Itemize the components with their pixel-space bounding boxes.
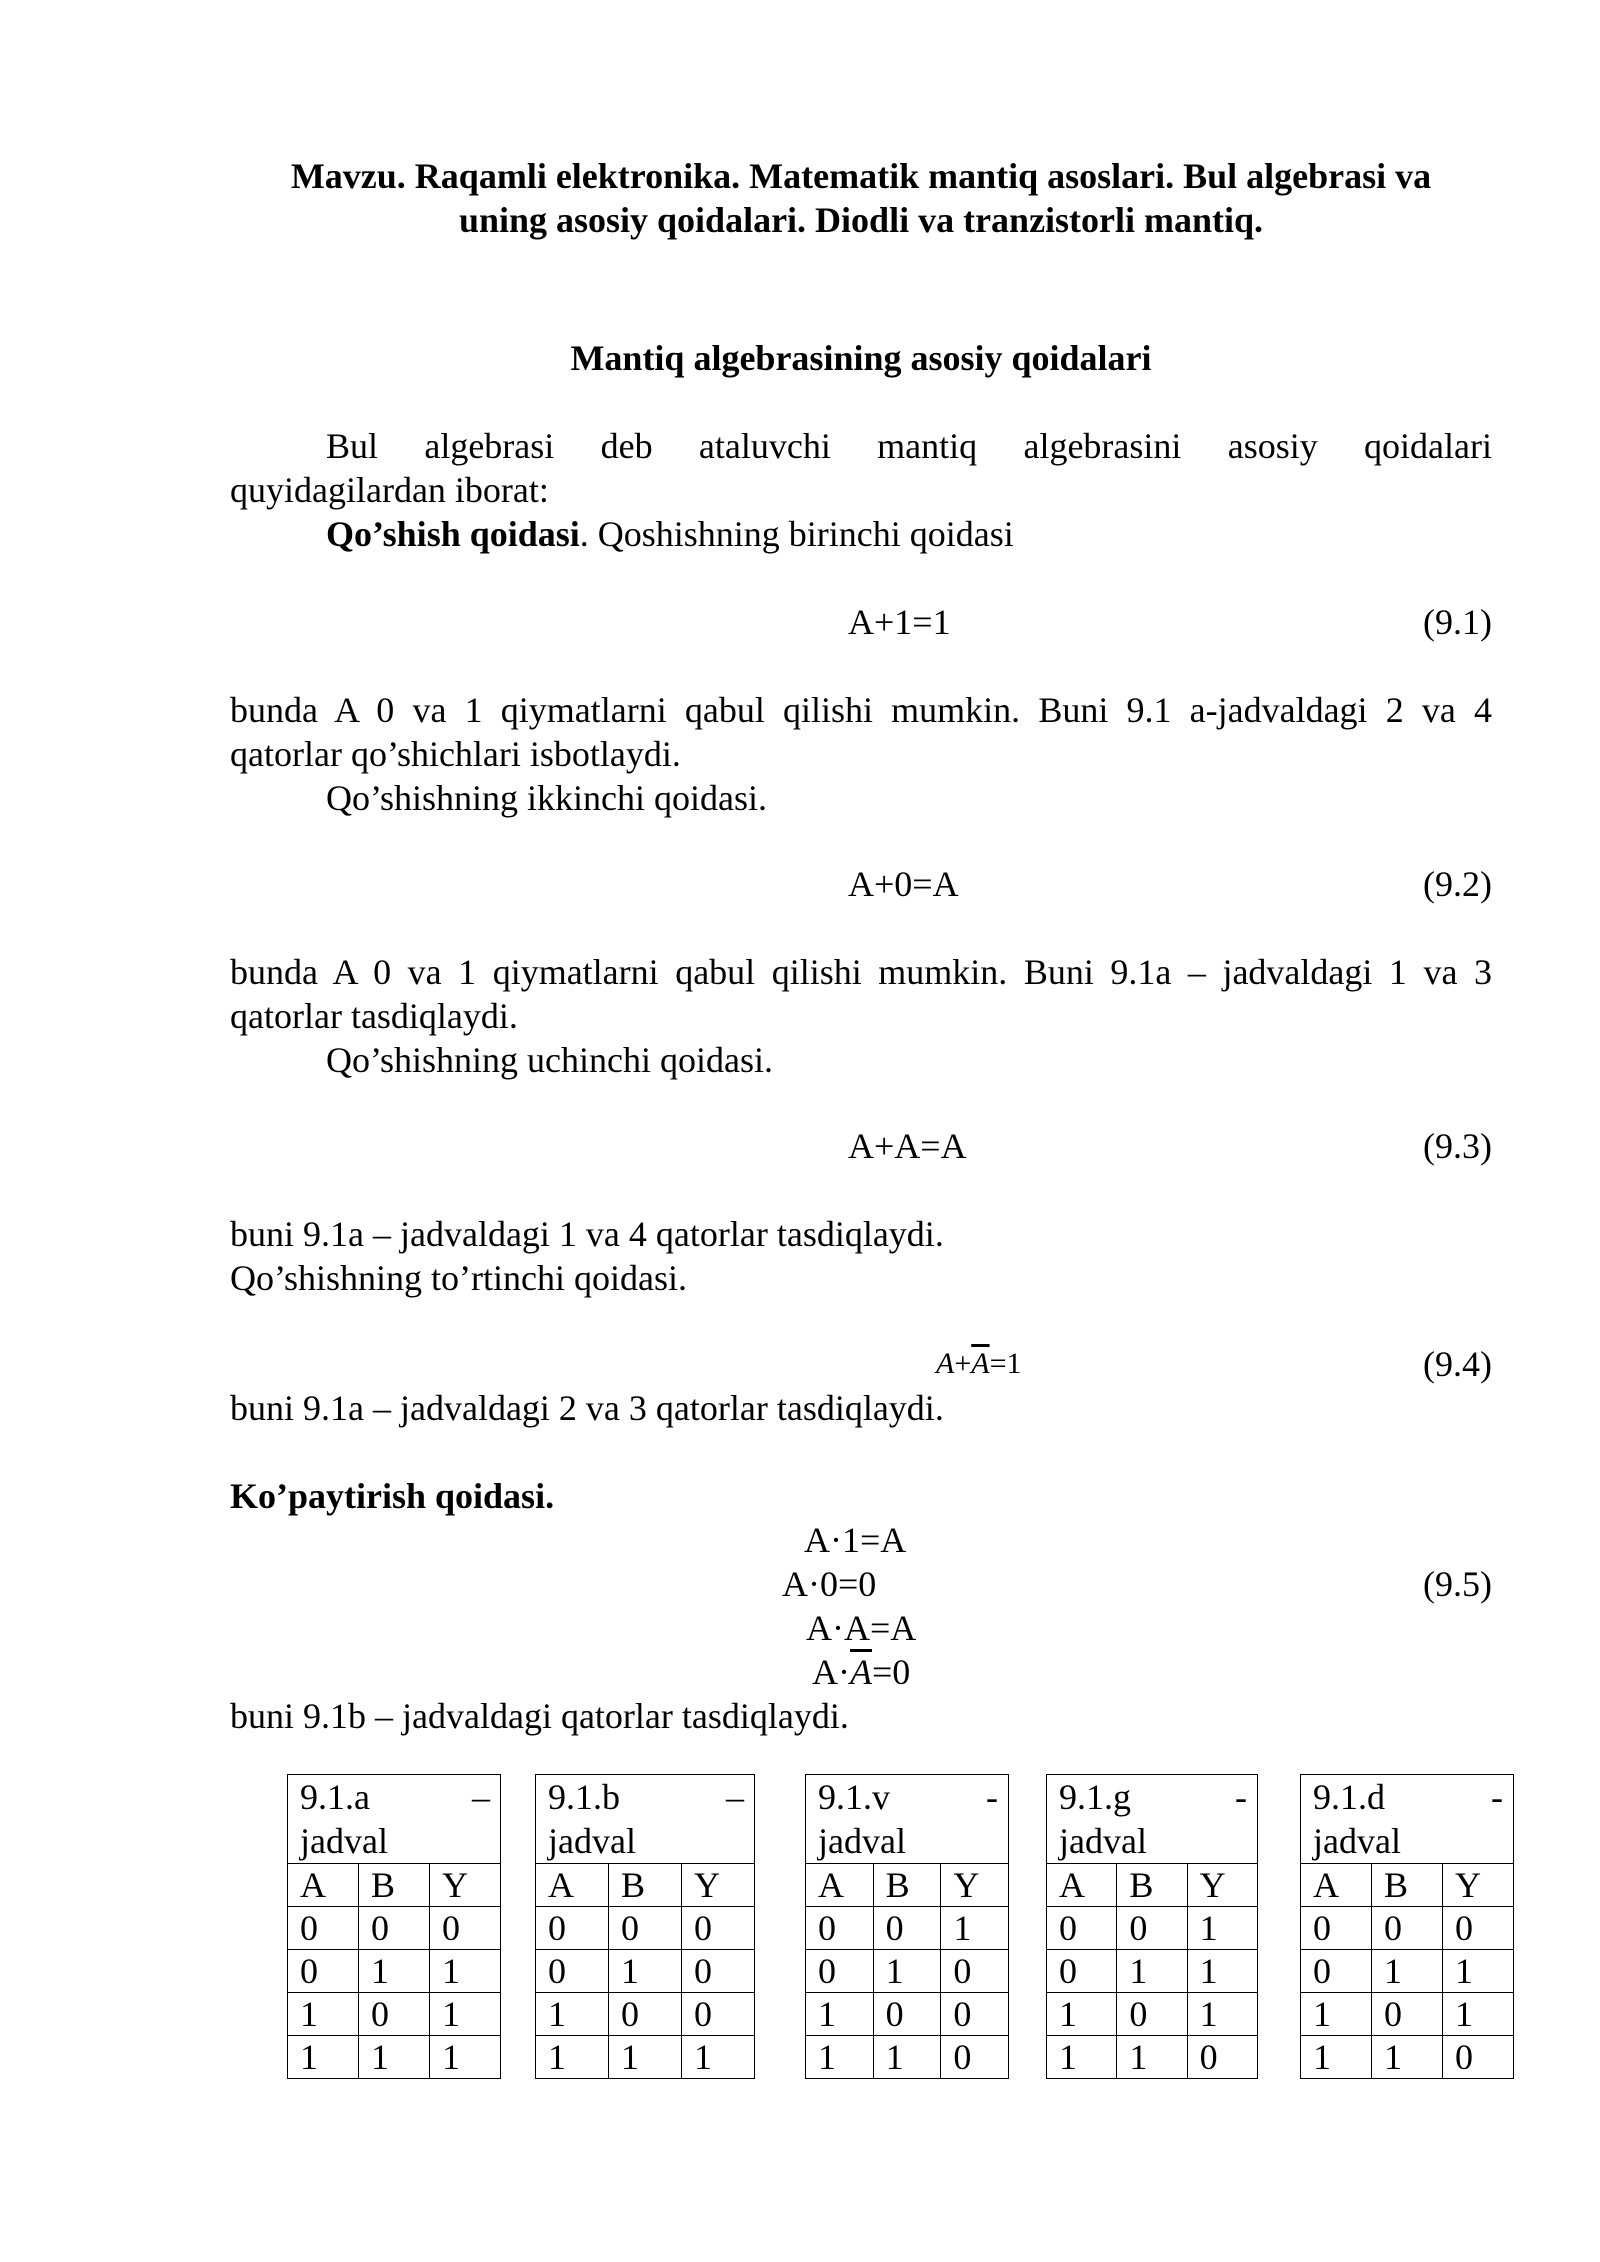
equation-number-9-5: (9.5) <box>1423 1564 1492 1604</box>
table-caption <box>1301 1775 1514 1864</box>
table-cell: 0 <box>430 1907 501 1950</box>
addition-text-2-line-2: qatorlar tasdiqlaydi. <box>230 996 518 1036</box>
table-caption <box>806 1775 1009 1864</box>
intro-line-1: Bul algebrasi deb ataluvchi mantiq algebrasini asosiy qoidalari <box>326 426 1492 466</box>
table-cell: 0 <box>288 1907 359 1950</box>
table-cell: 1 <box>1117 2036 1187 2079</box>
table-header-b: B <box>1117 1864 1187 1907</box>
table-caption-dash: – <box>726 1777 744 1817</box>
multiplication-eq-3: A·A=A <box>806 1608 917 1648</box>
table-header-a: A <box>1047 1864 1117 1907</box>
table-cell: 1 <box>682 2036 755 2079</box>
table-row <box>1301 1993 1514 2036</box>
table-cell: 1 <box>609 2036 682 2079</box>
table-caption <box>536 1775 755 1864</box>
table-cell: 0 <box>941 1993 1009 2036</box>
table-row <box>536 2036 755 2079</box>
table-cell: 0 <box>682 1907 755 1950</box>
table-cell: 1 <box>1443 1993 1514 2036</box>
equation-9-3: A+A=A <box>848 1126 967 1166</box>
truth-table-9-1-v <box>805 1774 1009 2079</box>
table-header-a: A <box>536 1864 609 1907</box>
table-cell: 1 <box>806 2036 874 2079</box>
document-title-line-2: uning asosiy qoidalari. Diodli va tranzistorli mantiq. <box>458 200 1264 240</box>
truth-table-9-1-g <box>1046 1774 1258 2079</box>
table-cell: 1 <box>1372 1950 1443 1993</box>
addition-rule-3-label: Qo’shishning uchinchi qoidasi. <box>326 1040 773 1080</box>
table-caption-word: jadval <box>1313 1821 1401 1861</box>
table-row <box>1301 2036 1514 2079</box>
truth-table-9-1-b <box>535 1774 755 2079</box>
equation-9-4-a-bar: $\overline{A}$ <box>971 1347 990 1380</box>
addition-rule-2-label: Qo’shishning ikkinchi qoidasi. <box>326 778 767 818</box>
table-cell: 0 <box>1301 1950 1372 1993</box>
table-cell: 1 <box>359 2036 430 2079</box>
table-caption-dash: - <box>1491 1777 1503 1817</box>
table-caption-number: 9.1.g <box>1059 1777 1131 1817</box>
table-caption-dash: - <box>986 1777 998 1817</box>
table-cell: 0 <box>806 1907 874 1950</box>
multiplication-text: buni 9.1b – jadvaldagi qatorlar tasdiqlaydi. <box>230 1696 849 1736</box>
table-cell: 1 <box>1301 2036 1372 2079</box>
table-row <box>1047 2036 1258 2079</box>
truth-table-9-1-a <box>287 1774 501 2079</box>
equation-9-4-a: A <box>936 1347 955 1380</box>
equation-number-9-2: (9.2) <box>1423 864 1492 904</box>
table-header-y: Y <box>1187 1864 1257 1907</box>
multiplication-eq-1: A·1=A <box>804 1520 907 1560</box>
table-caption-word: jadval <box>818 1821 906 1861</box>
table-row <box>1047 1950 1258 1993</box>
table-header-a: A <box>1301 1864 1372 1907</box>
table-caption-dash: – <box>472 1777 490 1817</box>
table-cell: 0 <box>609 1993 682 2036</box>
table-row <box>1301 1950 1514 1993</box>
table-cell: 1 <box>430 1993 501 2036</box>
table-cell: 1 <box>941 1907 1009 1950</box>
addition-rule-4-label: Qo’shishning to’rtinchi qoidasi. <box>230 1258 687 1298</box>
table-cell: 1 <box>359 1950 430 1993</box>
table-cell: 1 <box>430 2036 501 2079</box>
multiplication-eq-4 <box>812 1650 910 1694</box>
table-cell: 1 <box>430 1950 501 1993</box>
table-cell: 1 <box>1443 1950 1514 1993</box>
table-cell: 1 <box>1047 1993 1117 2036</box>
equation-9-4-rest: =1 <box>989 1347 1022 1380</box>
document-title-line-1: Mavzu. Raqamli elektronika. Matematik mantiq asoslari. Bul algebrasi va <box>290 156 1432 196</box>
table-row <box>1301 1907 1514 1950</box>
table-cell: 0 <box>873 1907 941 1950</box>
addition-rule-title: Qo’shish qoidasi <box>326 514 580 554</box>
table-header-a: A <box>288 1864 359 1907</box>
table-caption-word: jadval <box>1059 1821 1147 1861</box>
table-header-y: Y <box>682 1864 755 1907</box>
equation-9-4-plus: + <box>954 1347 972 1380</box>
equation-9-1: A+1=1 <box>848 602 951 642</box>
table-cell: 1 <box>288 1993 359 2036</box>
table-row <box>536 1950 755 1993</box>
table-cell: 0 <box>1372 1907 1443 1950</box>
table-row <box>806 1950 1009 1993</box>
table-caption-number: 9.1.b <box>548 1777 620 1817</box>
multiplication-eq-4-pre: A· <box>812 1652 850 1692</box>
equation-9-2: A+0=A <box>848 864 959 904</box>
table-caption <box>288 1775 501 1864</box>
table-cell: 0 <box>1117 1907 1187 1950</box>
intro-line-2: quyidagilardan iborat: <box>230 470 549 510</box>
table-cell: 1 <box>806 1993 874 2036</box>
table-cell: 1 <box>536 2036 609 2079</box>
table-cell: 0 <box>1047 1950 1117 1993</box>
table-header-y: Y <box>1443 1864 1514 1907</box>
table-cell: 0 <box>1372 1993 1443 2036</box>
table-row <box>806 1907 1009 1950</box>
table-cell: 1 <box>1187 1993 1257 2036</box>
table-cell: 0 <box>873 1993 941 2036</box>
table-cell: 0 <box>1187 2036 1257 2079</box>
table-caption-dash: - <box>1235 1777 1247 1817</box>
addition-text-1-line-1: bunda A 0 va 1 qiymatlarni qabul qilishi mumkin. Buni 9.1 a-jadvaldagi 2 va 4 <box>230 690 1492 730</box>
table-header-b: B <box>359 1864 430 1907</box>
table-cell: 0 <box>1301 1907 1372 1950</box>
table-caption-number: 9.1.a <box>300 1777 370 1817</box>
table-row <box>288 1950 501 1993</box>
table-row <box>536 1993 755 2036</box>
table-cell: 1 <box>1117 1950 1187 1993</box>
table-cell: 0 <box>359 1993 430 2036</box>
table-cell: 1 <box>1187 1950 1257 1993</box>
table-cell: 0 <box>682 1950 755 1993</box>
table-header-a: A <box>806 1864 874 1907</box>
table-cell: 0 <box>806 1950 874 1993</box>
table-cell: 0 <box>682 1993 755 2036</box>
table-cell: 0 <box>536 1907 609 1950</box>
equation-number-9-3: (9.3) <box>1423 1126 1492 1166</box>
section-heading: Mantiq algebrasining asosiy qoidalari <box>570 338 1152 378</box>
addition-text-3: buni 9.1a – jadvaldagi 1 va 4 qatorlar tasdiqlaydi. <box>230 1214 944 1254</box>
multiplication-eq-4-post: =0 <box>872 1652 911 1692</box>
table-cell: 0 <box>1443 1907 1514 1950</box>
table-header-y: Y <box>941 1864 1009 1907</box>
addition-rule-heading <box>326 512 1492 556</box>
table-row <box>1047 1993 1258 2036</box>
table-cell: 0 <box>536 1950 609 1993</box>
table-cell: 1 <box>609 1950 682 1993</box>
table-caption-number: 9.1.v <box>818 1777 890 1817</box>
table-cell: 0 <box>288 1950 359 1993</box>
table-cell: 1 <box>288 2036 359 2079</box>
table-cell: 1 <box>873 2036 941 2079</box>
table-header-b: B <box>873 1864 941 1907</box>
table-row <box>806 1993 1009 2036</box>
table-header-b: B <box>609 1864 682 1907</box>
addition-rule-subtitle: . Qoshishning birinchi qoidasi <box>579 514 1014 554</box>
table-cell: 0 <box>359 1907 430 1950</box>
table-cell: 1 <box>536 1993 609 2036</box>
multiplication-eq-4-a-bar: $\overline{A}$ <box>850 1652 872 1692</box>
table-row <box>806 2036 1009 2079</box>
table-cell: 0 <box>609 1907 682 1950</box>
table-cell: 0 <box>941 1950 1009 1993</box>
addition-text-2-line-1: bunda A 0 va 1 qiymatlarni qabul qilishi mumkin. Buni 9.1a – jadvaldagi 1 va 3 <box>230 952 1492 992</box>
table-cell: 0 <box>1117 1993 1187 2036</box>
table-header-b: B <box>1372 1864 1443 1907</box>
table-cell: 0 <box>1443 2036 1514 2079</box>
table-row <box>288 1907 501 1950</box>
table-row <box>536 1907 755 1950</box>
multiplication-rule-heading: Ko’paytirish qoidasi. <box>230 1476 555 1516</box>
addition-text-4: buni 9.1a – jadvaldagi 2 va 3 qatorlar tasdiqlaydi. <box>230 1388 944 1428</box>
equation-9-4 <box>936 1342 1022 1386</box>
table-row <box>288 2036 501 2079</box>
table-header-y: Y <box>430 1864 501 1907</box>
table-cell: 1 <box>873 1950 941 1993</box>
table-caption-word: jadval <box>300 1821 388 1861</box>
table-caption-word: jadval <box>548 1821 636 1861</box>
table-row <box>1047 1907 1258 1950</box>
truth-table-9-1-d <box>1300 1774 1514 2079</box>
table-cell: 1 <box>1047 2036 1117 2079</box>
table-row <box>288 1993 501 2036</box>
table-cell: 1 <box>1372 2036 1443 2079</box>
equation-number-9-4: (9.4) <box>1423 1344 1492 1384</box>
table-cell: 1 <box>1187 1907 1257 1950</box>
table-cell: 0 <box>1047 1907 1117 1950</box>
table-caption <box>1047 1775 1258 1864</box>
equation-number-9-1: (9.1) <box>1423 602 1492 642</box>
table-cell: 0 <box>941 2036 1009 2079</box>
addition-text-1-line-2: qatorlar qo’shichlari isbotlaydi. <box>230 734 681 774</box>
multiplication-eq-2: A·0=0 <box>782 1564 877 1604</box>
table-caption-number: 9.1.d <box>1313 1777 1385 1817</box>
table-cell: 1 <box>1301 1993 1372 2036</box>
